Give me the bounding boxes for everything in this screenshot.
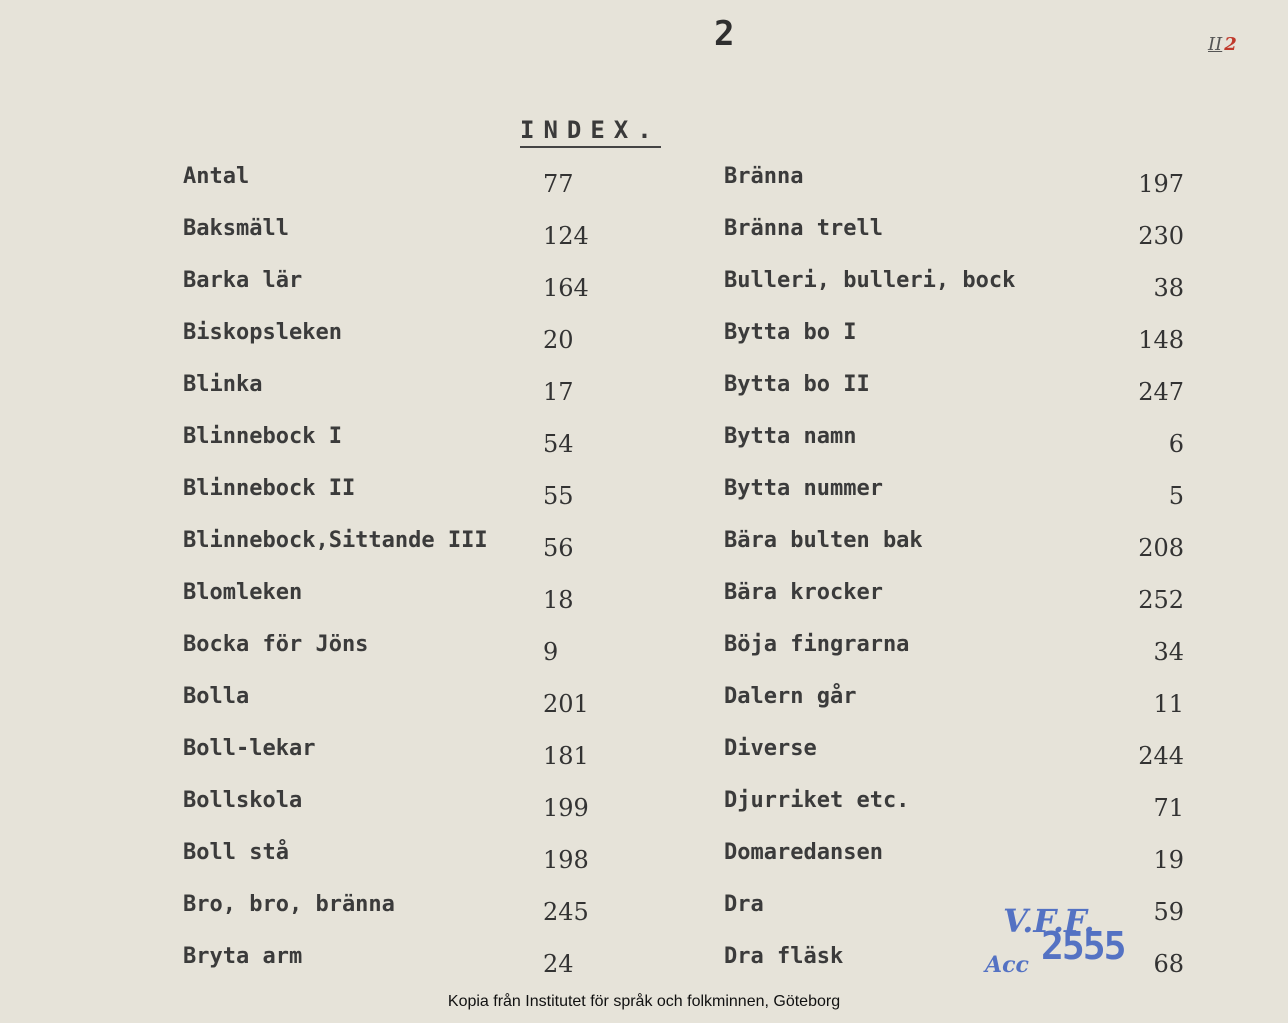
- index-term: Bulleri, bulleri, bock: [724, 268, 1016, 293]
- index-entry: [183, 160, 583, 212]
- index-entry: [724, 420, 1184, 472]
- index-entry: [183, 576, 583, 628]
- index-page-number: 197: [1138, 170, 1184, 198]
- index-page-number: 208: [1138, 534, 1184, 562]
- index-term: Biskopsleken: [183, 320, 342, 345]
- index-page-number: 198: [543, 846, 589, 874]
- index-page-number: 24: [543, 950, 574, 978]
- index-entry: [183, 472, 583, 524]
- index-term: Djurriket etc.: [724, 788, 910, 813]
- index-page-number: 244: [1138, 742, 1184, 770]
- index-page-number: 54: [543, 430, 574, 458]
- index-term: Dalern går: [724, 684, 857, 709]
- index-page-number: 18: [543, 586, 574, 614]
- index-entry: [183, 732, 589, 784]
- index-entry: [724, 316, 1184, 368]
- index-term: Boll-lekar: [183, 736, 316, 761]
- index-entry: [183, 264, 589, 316]
- index-term: Bryta arm: [183, 944, 303, 969]
- index-page-number: 252: [1138, 586, 1184, 614]
- index-entry: [724, 368, 1184, 420]
- index-entry: [183, 888, 589, 940]
- index-page-number: 11: [1153, 690, 1184, 718]
- index-term: Diverse: [724, 736, 817, 761]
- index-term: Dra: [724, 892, 764, 917]
- index-page-number: 17: [543, 378, 574, 406]
- index-term: Dra fläsk: [724, 944, 844, 969]
- index-term: Bytta namn: [724, 424, 857, 449]
- index-entry: [724, 264, 1184, 316]
- index-entry: [183, 680, 589, 732]
- index-entry: [183, 628, 583, 680]
- index-term: Blinnebock,Sittande III: [183, 528, 488, 553]
- index-page-number: 34: [1153, 638, 1184, 666]
- index-entry: [724, 680, 1184, 732]
- index-page-number: 247: [1138, 378, 1184, 406]
- index-term: Bollskola: [183, 788, 303, 813]
- index-entry: [724, 628, 1184, 680]
- index-entry: [724, 160, 1184, 212]
- index-entry: [183, 784, 589, 836]
- index-term: Blinnebock I: [183, 424, 342, 449]
- index-page-number: 6: [1168, 430, 1184, 458]
- index-column-left: [183, 160, 589, 992]
- index-term: Domaredansen: [724, 840, 883, 865]
- index-term: Blomleken: [183, 580, 303, 605]
- margin-red-number: 2: [1224, 34, 1237, 55]
- index-entry: [183, 420, 583, 472]
- index-entry: [183, 212, 589, 264]
- index-page-number: 245: [543, 898, 589, 926]
- index-term: Boll stå: [183, 840, 289, 865]
- index-page-number: 148: [1138, 326, 1184, 354]
- index-entry: [183, 316, 583, 368]
- index-term: Baksmäll: [183, 216, 289, 241]
- index-page-number: 230: [1138, 222, 1184, 250]
- index-page-number: 71: [1153, 794, 1184, 822]
- page-number: 2: [714, 14, 735, 54]
- index-column-right: [724, 160, 1184, 992]
- index-term: Bro, bro, bränna: [183, 892, 395, 917]
- index-entry: [724, 472, 1184, 524]
- index-page-number: 38: [1153, 274, 1184, 302]
- index-term: Bränna: [724, 164, 804, 189]
- archive-margin-mark: [1208, 34, 1237, 55]
- index-page-number: 9: [543, 638, 559, 666]
- stamp-initials: V.F.F.: [1003, 902, 1095, 940]
- index-term: Antal: [183, 164, 250, 189]
- index-term: Blinnebock II: [183, 476, 356, 501]
- footer-credit: Kopia från Institutet för språk och folkminnen, Göteborg: [447, 993, 841, 1010]
- index-entry: [183, 524, 583, 576]
- index-entry: [724, 212, 1184, 264]
- index-page-number: 199: [543, 794, 589, 822]
- index-title: INDEX.: [520, 116, 661, 148]
- index-term: Bocka för Jöns: [183, 632, 369, 657]
- index-entry: [724, 524, 1184, 576]
- index-page-number: 5: [1168, 482, 1184, 510]
- index-entry: [183, 836, 589, 888]
- index-term: Bära bulten bak: [724, 528, 923, 553]
- index-page-number: 55: [543, 482, 574, 510]
- index-term: Bära krocker: [724, 580, 883, 605]
- index-term: Böja fingrarna: [724, 632, 910, 657]
- index-entry: [183, 940, 583, 992]
- index-page-number: 59: [1153, 898, 1184, 926]
- index-term: Bytta bo I: [724, 320, 857, 345]
- index-entry: [724, 784, 1184, 836]
- stamp-acc-label: Acc: [985, 952, 1029, 978]
- index-page-number: 56: [543, 534, 574, 562]
- index-page-number: 201: [543, 690, 589, 718]
- archive-stamp: [985, 902, 1205, 982]
- index-term: Bolla: [183, 684, 250, 709]
- index-entry: [724, 732, 1184, 784]
- index-term: Barka lär: [183, 268, 303, 293]
- index-term: Blinka: [183, 372, 263, 397]
- index-page-number: 77: [543, 170, 574, 198]
- index-page-number: 68: [1153, 950, 1184, 978]
- index-term: Bytta nummer: [724, 476, 883, 501]
- index-entry: [724, 576, 1184, 628]
- index-page-number: 181: [543, 742, 589, 770]
- stamp-number: 2555: [1041, 924, 1125, 968]
- index-term: Bytta bo II: [724, 372, 870, 397]
- index-entry: [183, 368, 583, 420]
- index-page-number: 20: [543, 326, 574, 354]
- index-page-number: 19: [1153, 846, 1184, 874]
- index-page-number: 164: [543, 274, 589, 302]
- index-term: Bränna trell: [724, 216, 883, 241]
- margin-roman: II: [1208, 34, 1223, 55]
- index-page-number: 124: [543, 222, 589, 250]
- index-entry: [724, 836, 1184, 888]
